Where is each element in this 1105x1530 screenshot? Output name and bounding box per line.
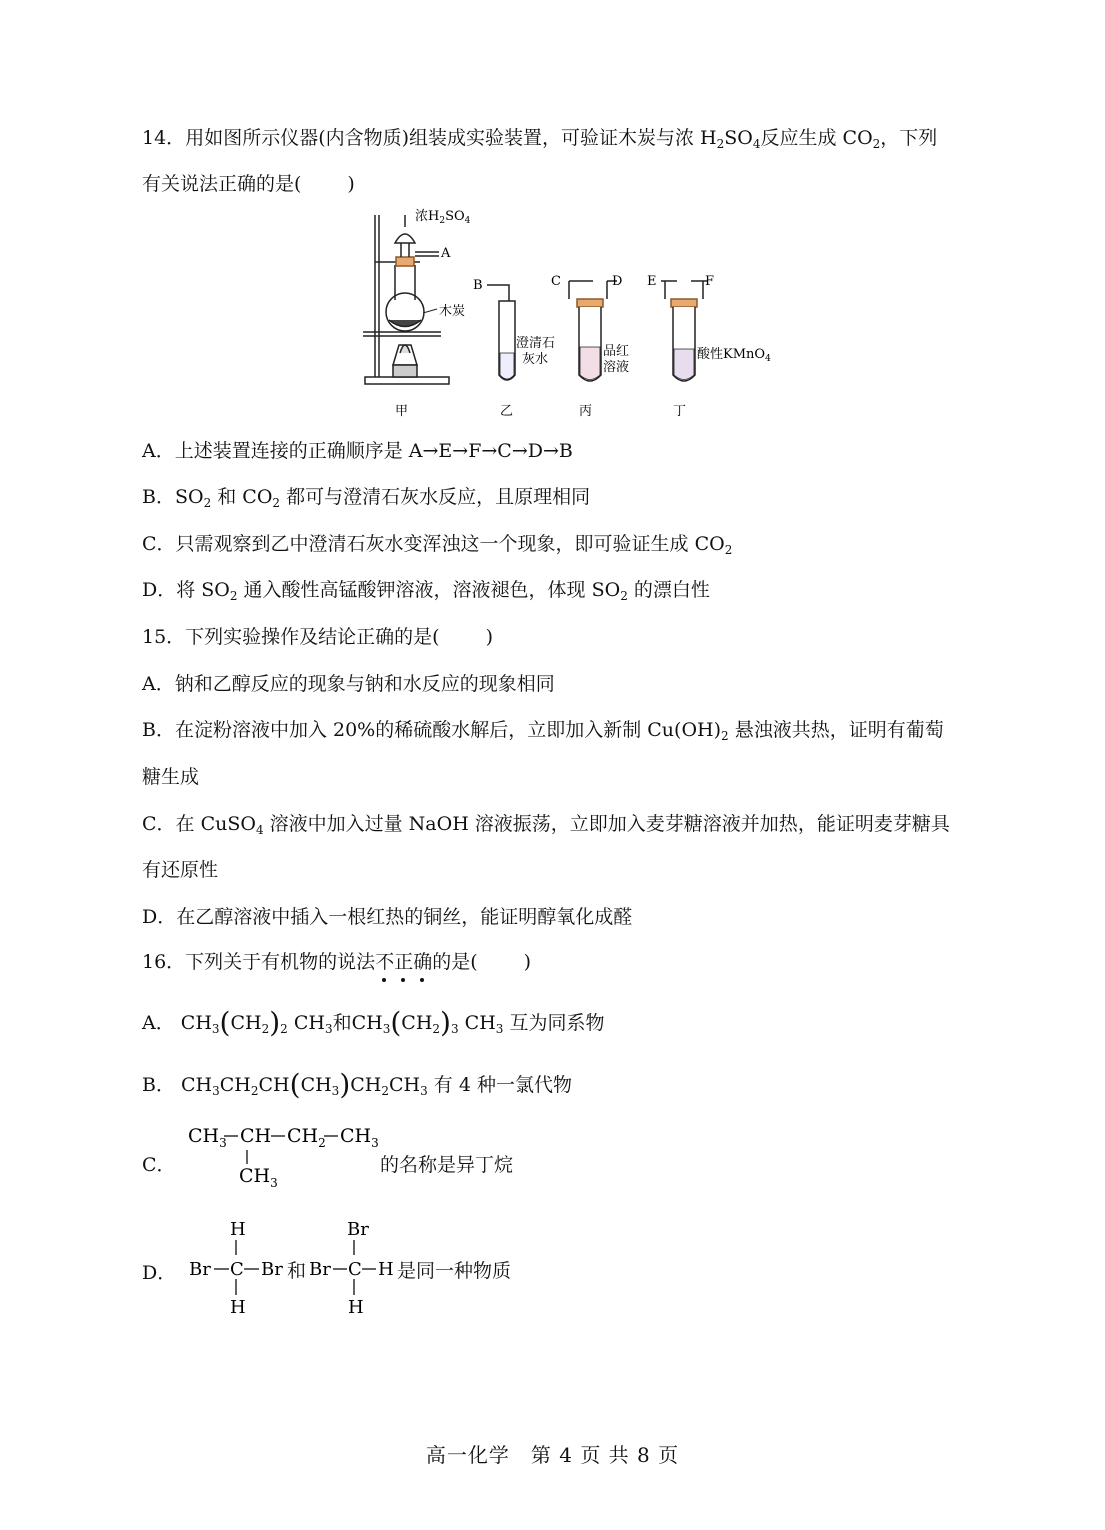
svg-text:H: H	[230, 1297, 246, 1318]
structure-dibromomethane-2	[306, 1215, 398, 1320]
svg-text:Br: Br	[347, 1219, 369, 1240]
q15-option-c: C．在 CuSO$_4$ 溶液中加入过量 NaOH 溶液振荡，立即加入麦芽糖溶液并加热，能证明麦芽糖具	[142, 813, 950, 837]
apparatus-figure	[355, 205, 795, 425]
q14-stem-line1: 14．用如图所示仪器(内含物质)组装成实验装置，可验证木炭与浓 $H_2SO_4$反应生成 $CO_2$，下列	[142, 127, 938, 151]
label-port-a: A	[441, 246, 451, 261]
svg-text:C: C	[230, 1259, 244, 1280]
q14-option-d: D．将 $SO_2$ 通入酸性高锰酸钾溶液，溶液褪色，体现 $SO_2$ 的漂白性	[142, 579, 710, 603]
apparatus-yi	[487, 285, 515, 380]
page-footer: 高一化学 第 4 页 共 8 页	[425, 1443, 680, 1467]
structure-2-methylbutane	[186, 1120, 381, 1195]
svg-text:H: H	[378, 1259, 394, 1280]
q14-number: 14．	[142, 127, 186, 149]
q15-option-c-cont: 有还原性	[142, 859, 219, 881]
emphasis-not-correct: 不正确	[375, 951, 432, 973]
label-port-c: C	[551, 274, 561, 289]
label-limewater-1: 澄清石	[516, 336, 556, 351]
q16-option-c-text: 的名称是异丁烷	[380, 1154, 514, 1176]
label-port-b: B	[473, 278, 483, 293]
q16-option-b: B． $CH_3CH_2CH(CH_3)CH_2CH_3$ 有 4 种一氯代物	[142, 1068, 572, 1101]
q16-option-d-label: D．	[142, 1262, 177, 1284]
label-jia: 甲	[395, 404, 409, 419]
svg-text:CH2: $CH_2$	[287, 1125, 326, 1150]
q14-option-b: B．$SO_2$ 和 $CO_2$ 都可与澄清石灰水反应，且原理相同	[142, 486, 591, 510]
label-magenta-1: 品红	[603, 344, 630, 359]
structure-dibromomethane-1	[186, 1215, 290, 1320]
svg-text:Br: Br	[309, 1259, 331, 1280]
svg-text:H: H	[230, 1219, 246, 1240]
label-port-f: F	[705, 274, 715, 289]
apparatus-ding	[661, 281, 707, 381]
q15-option-b: B．在淀粉溶液中加入 20%的稀硫酸水解后，立即加入新制 $Cu(OH)_2$ 悬浊液共热，证明有葡萄	[142, 719, 944, 743]
svg-text:CH3: $CH_3$	[239, 1165, 278, 1190]
label-charcoal: 木炭	[439, 304, 466, 319]
label-bing: 丙	[579, 404, 593, 419]
formula-hexane: $CH_3(CH_2)_3$ $CH_3$	[351, 1006, 504, 1039]
q16-stem: 16．下列关于有机物的说法不正确 的是( )	[142, 950, 531, 974]
label-ding: 丁	[673, 404, 687, 419]
q14-stem-line2: 有关说法正确的是( )	[142, 173, 355, 195]
label-yi: 乙	[500, 404, 514, 419]
svg-text:Br: Br	[189, 1259, 211, 1280]
q16-option-d-and: 和	[287, 1260, 307, 1282]
q15-option-d: D．在乙醇溶液中插入一根红热的铜丝，能证明醇氧化成醛	[142, 906, 633, 928]
svg-text:H: H	[348, 1297, 364, 1318]
svg-text:Br: Br	[261, 1259, 283, 1280]
svg-text:CH3: $CH_3$	[340, 1125, 379, 1150]
formula-3-methylpentane: $CH_3CH_2CH(CH_3)CH_2CH_3$	[181, 1068, 428, 1101]
label-conc-h2so4: 浓$H_2SO_4$	[415, 209, 471, 226]
q16-option-c-label: C．	[142, 1154, 176, 1176]
svg-text:CH: CH	[240, 1125, 272, 1147]
q16-option-a: A． $CH_3(CH_2)_2$ $CH_3$和$CH_3(CH_2)_3$ $CH_3$ 互为同系物	[142, 1006, 605, 1039]
q15-option-a: A．钠和乙醇反应的现象与钠和水反应的现象相同	[142, 673, 555, 695]
label-port-e: E	[647, 274, 657, 289]
formula-pentane: $CH_3(CH_2)_2$ $CH_3$	[180, 1006, 333, 1039]
label-limewater-2: 灰水	[522, 352, 549, 367]
svg-text:C: C	[348, 1259, 362, 1280]
apparatus-jia	[363, 215, 449, 384]
q15-option-b-cont: 糖生成	[142, 766, 200, 788]
q14-option-a: A．上述装置连接的正确顺序是 A→E→F→C→D→B	[142, 440, 573, 462]
label-kmno4: 酸性KMnO$_4$	[697, 347, 771, 364]
label-port-d: D	[612, 274, 623, 289]
q14-option-c: C．只需观察到乙中澄清石灰水变浑浊这一个现象，即可验证生成 $CO_2$	[142, 533, 733, 557]
q16-option-d-text: 是同一种物质	[397, 1260, 512, 1282]
label-magenta-2: 溶液	[603, 360, 630, 375]
svg-text:CH3: $CH_3$	[188, 1125, 227, 1150]
q15-stem: 15．下列实验操作及结论正确的是( )	[142, 626, 494, 648]
